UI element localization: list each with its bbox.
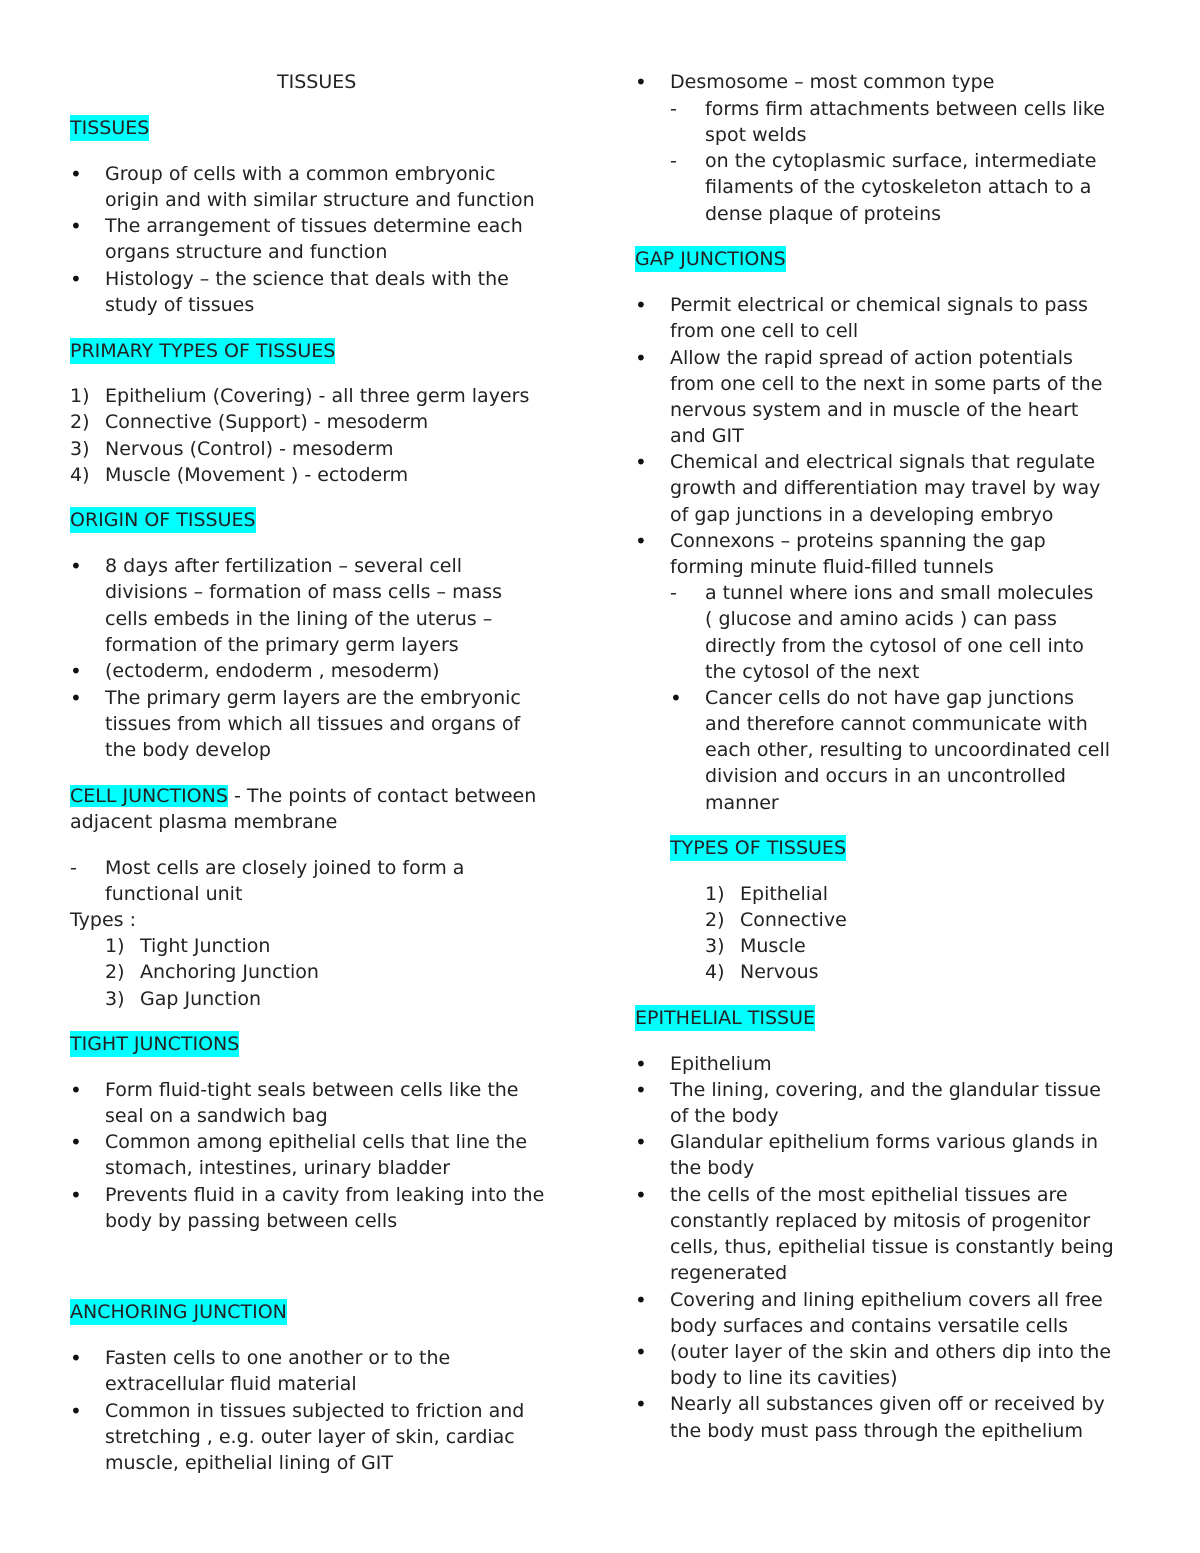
list-item: Connective (740, 909, 847, 931)
section-heading-types-of-tissues: TYPES OF TISSUES (670, 837, 847, 859)
list-item-cont: body to line its cavities) (670, 1367, 898, 1389)
list-item-cont: the body must pass through the epithelium (670, 1420, 1083, 1442)
list-item: • The primary germ layers are the embryonic (105, 685, 521, 711)
list-item: • Prevents fluid in a cavity from leaking into the (105, 1182, 544, 1208)
list-item-cont: the body develop (105, 739, 271, 761)
list-item: • The arrangement of tissues determine each (105, 213, 523, 239)
section-heading-primary-types: PRIMARY TYPES OF TISSUES (70, 340, 336, 362)
list-item: Gap Junction (140, 988, 261, 1010)
list-number: 4) (70, 464, 90, 486)
section-heading-tight-junctions: TIGHT JUNCTIONS (70, 1033, 240, 1055)
list-item-cont: seal on a sandwich bag (105, 1105, 328, 1127)
list-number: 2) (705, 909, 725, 931)
dash-item-cont: spot welds (705, 124, 807, 146)
list-item-cont: of the body (670, 1105, 779, 1127)
list-number: 3) (70, 438, 90, 460)
dash-item-cont: functional unit (105, 883, 243, 905)
list-item-cont: tissues from which all tissues and organs of (105, 713, 521, 735)
list-number: 1) (70, 385, 90, 407)
list-number: 4) (705, 961, 725, 983)
list-item: • Epithelium (670, 1051, 772, 1077)
section-heading-cell-junctions: CELL JUNCTIONS (70, 785, 228, 807)
dash-item: - a tunnel where ions and small molecules (705, 580, 1093, 606)
list-item: Epithelium (Covering) - all three germ layers (105, 385, 530, 407)
list-number: 1) (105, 935, 125, 957)
list-item: • Desmosome – most common type (670, 69, 994, 95)
dash-item: - forms firm attachments between cells like (705, 96, 1105, 122)
list-item: Connective (Support) - mesoderm (105, 411, 429, 433)
list-item-cont: study of tissues (105, 294, 255, 316)
list-item-cont: the body (670, 1157, 755, 1179)
list-item-cont: nervous system and in muscle of the heart (670, 399, 1079, 421)
list-number: 2) (105, 961, 125, 983)
cell-junctions-definition: - The points of contact between (227, 785, 537, 807)
list-item-cont: forming minute fluid-filled tunnels (670, 556, 994, 578)
list-item-cont: muscle, epithelial lining of GIT (105, 1452, 393, 1474)
list-item: • Glandular epithelium forms various glands in (670, 1129, 1098, 1155)
section-heading-tissues: TISSUES (70, 117, 150, 139)
list-item: • Common in tissues subjected to friction and (105, 1398, 524, 1424)
list-item: Tight Junction (140, 935, 271, 957)
list-item: • Common among epithelial cells that line the (105, 1129, 527, 1155)
section-heading-epithelial-tissue: EPITHELIAL TISSUE (635, 1007, 816, 1029)
list-item: • Fasten cells to one another or to the (105, 1345, 450, 1371)
list-item-cont: body surfaces and contains versatile cells (670, 1315, 1069, 1337)
dash-item: - Most cells are closely joined to form a (105, 855, 464, 881)
dash-item-cont: dense plaque of proteins (705, 203, 942, 225)
list-number: 3) (105, 988, 125, 1010)
list-item: • The lining, covering, and the glandular tissue (670, 1077, 1101, 1103)
list-item: • Histology – the science that deals with the (105, 266, 509, 292)
list-item: • Allow the rapid spread of action potentials (670, 345, 1073, 371)
list-item-cont: divisions – formation of mass cells – mass (105, 581, 503, 603)
dash-item-cont: filaments of the cytoskeleton attach to a (705, 176, 1092, 198)
cell-junctions-definition-cont: adjacent plasma membrane (70, 811, 338, 833)
section-heading-origin: ORIGIN OF TISSUES (70, 509, 256, 531)
list-item: • Connexons – proteins spanning the gap (670, 528, 1046, 554)
document-title: TISSUES (277, 71, 357, 93)
list-item: • Chemical and electrical signals that regulate (670, 449, 1095, 475)
list-number: 1) (705, 883, 725, 905)
list-item: Nervous (Control) - mesoderm (105, 438, 394, 460)
list-item: • (outer layer of the skin and others dip into the (670, 1339, 1111, 1365)
list-item: Muscle (740, 935, 806, 957)
cell-junctions-line (70, 783, 536, 809)
section-heading-gap-junctions: GAP JUNCTIONS (635, 248, 786, 270)
list-item: Anchoring Junction (140, 961, 319, 983)
list-item-cont: cells embeds in the lining of the uterus – (105, 608, 493, 630)
dash-item: - on the cytoplasmic surface, intermediate (705, 148, 1096, 174)
list-item: • Group of cells with a common embryonic (105, 161, 495, 187)
list-item-cont: formation of the primary germ layers (105, 634, 459, 656)
list-item-cont: and GIT (670, 425, 744, 447)
list-item: • Nearly all substances given off or received by (670, 1391, 1105, 1417)
list-item-cont: stretching , e.g. outer layer of skin, cardiac (105, 1426, 515, 1448)
list-item-cont: body by passing between cells (105, 1210, 398, 1232)
list-item-cont: each other, resulting to uncoordinated cell (705, 739, 1111, 761)
list-item: Epithelial (740, 883, 829, 905)
list-item: • 8 days after fertilization – several cell (105, 553, 462, 579)
list-item-cont: constantly replaced by mitosis of progenitor (670, 1210, 1091, 1232)
list-item-cont: manner (705, 792, 779, 814)
list-item-cont: regenerated (670, 1262, 788, 1284)
list-item: • Cancer cells do not have gap junctions (705, 685, 1074, 711)
types-label: Types : (70, 909, 136, 931)
list-item-cont: extracellular fluid material (105, 1373, 357, 1395)
list-number: 2) (70, 411, 90, 433)
list-item: • (ectoderm, endoderm , mesoderm) (105, 658, 440, 684)
list-item-cont: organs structure and function (105, 241, 388, 263)
list-item: • the cells of the most epithelial tissues are (670, 1182, 1068, 1208)
list-item-cont: division and occurs in an uncontrolled (705, 765, 1066, 787)
list-item: Nervous (740, 961, 819, 983)
list-number: 3) (705, 935, 725, 957)
list-item-cont: from one cell to cell (670, 320, 859, 342)
list-item: • Form fluid-tight seals between cells like the (105, 1077, 519, 1103)
dash-item-cont: ( glucose and amino acids ) can pass (705, 608, 1057, 630)
section-heading-anchoring-junction: ANCHORING JUNCTION (70, 1301, 287, 1323)
list-item-cont: stomach, intestines, urinary bladder (105, 1157, 451, 1179)
list-item: Muscle (Movement ) - ectoderm (105, 464, 409, 486)
list-item-cont: of gap junctions in a developing embryo (670, 504, 1054, 526)
list-item-cont: and therefore cannot communicate with (705, 713, 1088, 735)
list-item-cont: from one cell to the next in some parts of the (670, 373, 1103, 395)
list-item-cont: cells, thus, epithelial tissue is constantly being (670, 1236, 1114, 1258)
list-item-cont: origin and with similar structure and function (105, 189, 535, 211)
list-item-cont: growth and differentiation may travel by way (670, 477, 1101, 499)
dash-item-cont: the cytosol of the next (705, 661, 920, 683)
dash-item-cont: directly from the cytosol of one cell into (705, 635, 1084, 657)
list-item: • Covering and lining epithelium covers all free (670, 1287, 1103, 1313)
list-item: • Permit electrical or chemical signals to pass (670, 292, 1088, 318)
